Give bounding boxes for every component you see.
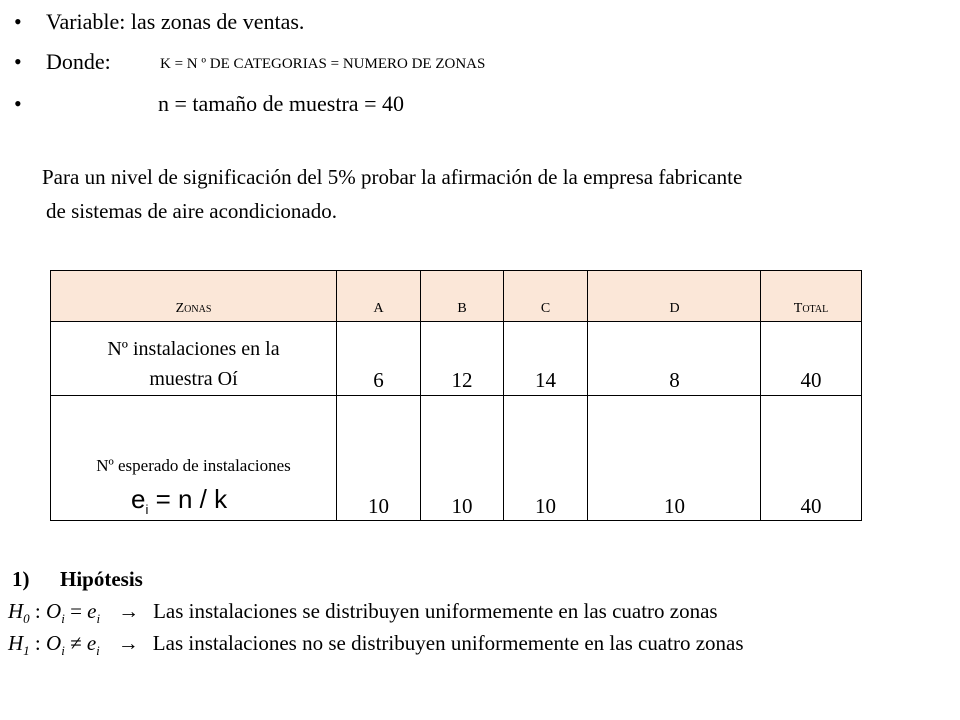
table-cell [336, 321, 421, 396]
formula-sub-i: i [145, 502, 149, 518]
expected-d: 10 [664, 494, 685, 518]
table-header-cell [420, 270, 504, 322]
h0-sub: 0 [23, 611, 30, 627]
formula-rest: = n / k [148, 484, 228, 514]
expected-label-line1: Nº esperado de instalaciones [96, 456, 291, 475]
table-header-cell [587, 270, 761, 322]
table-cell [420, 321, 504, 396]
header-d: D [669, 301, 680, 316]
h1-e: e [86, 631, 97, 655]
bullet-symbol: • [14, 91, 22, 116]
h0-symbol: H [8, 599, 24, 623]
observed-label-line1: Nº instalaciones en la [107, 338, 280, 360]
observed-a: 6 [373, 368, 384, 392]
table-row-label [50, 395, 337, 521]
header-c: C [540, 301, 551, 316]
formula-e: e [131, 484, 146, 514]
observed-total: 40 [800, 368, 822, 392]
hypothesis-h0 [8, 599, 718, 627]
h1-colon: : [29, 631, 47, 655]
h0-text: Las instalaciones se distribuyen uniformemente en las cuatro zonas [153, 599, 718, 623]
header-total: Total [793, 301, 829, 316]
expected-b: 10 [451, 494, 473, 518]
expected-c: 10 [535, 494, 556, 518]
expected-total: 40 [800, 494, 822, 518]
bullet-symbol: • [14, 49, 22, 74]
table-cell [503, 321, 588, 396]
h0-e: e [87, 599, 97, 623]
expected-formula [131, 484, 227, 517]
table-row-label [50, 321, 337, 396]
h1-e-sub: i [96, 643, 100, 659]
arrow-right-icon: → [118, 599, 140, 623]
header-b: B [457, 301, 467, 316]
paragraph-line-2: de sistemas de aire acondicionado. [46, 199, 337, 223]
observed-c: 14 [535, 368, 556, 392]
h1-sub: 1 [23, 643, 30, 659]
bullet-donde-formula: K = N º DE CATEGORIAS = NUMERO DE ZONAS [160, 56, 486, 72]
table-cell [503, 395, 588, 521]
bullet-variable: Variable: las zonas de ventas. [46, 9, 305, 34]
h1-relation: ≠ [64, 631, 87, 655]
table-header-cell [50, 270, 337, 322]
header-zonas: Zonas [175, 301, 212, 316]
table-cell [587, 321, 761, 396]
table-cell [336, 395, 421, 521]
h0-colon: : [29, 599, 47, 623]
paragraph-line-1: Para un nivel de significación del 5% probar la afirmación de la empresa fabricante [42, 165, 743, 189]
table-cell [420, 395, 504, 521]
h1-symbol: H [8, 631, 24, 655]
bullet-symbol: • [14, 9, 22, 34]
h0-o: O [46, 599, 62, 623]
table-header-cell [760, 270, 862, 322]
bullet-donde-label: Donde: [46, 49, 111, 74]
observed-d: 8 [669, 368, 680, 392]
h1-o-sub: i [61, 643, 65, 659]
h1-text: Las instalaciones no se distribuyen uniformemente en las cuatro zonas [152, 631, 744, 655]
hypothesis-h1 [8, 631, 744, 659]
observed-label-line2: muestra Oí [149, 368, 238, 390]
table-cell [760, 395, 862, 521]
table-cell [760, 321, 862, 396]
table-header-cell [336, 270, 421, 322]
observed-b: 12 [451, 368, 473, 392]
h0-e-sub: i [96, 611, 101, 627]
hypothesis-number: 1) [12, 567, 30, 591]
h0-relation: = [64, 599, 88, 623]
h0-o-sub: i [61, 611, 65, 627]
header-a: A [373, 301, 384, 316]
table-header-cell [503, 270, 588, 322]
h1-o: O [46, 631, 62, 655]
table-cell [587, 395, 761, 521]
bullet-sample-size: n = tamaño de muestra = 40 [158, 91, 404, 116]
expected-a: 10 [368, 494, 389, 518]
arrow-right-icon: → [117, 631, 139, 655]
hypothesis-title: Hipótesis [60, 567, 143, 591]
